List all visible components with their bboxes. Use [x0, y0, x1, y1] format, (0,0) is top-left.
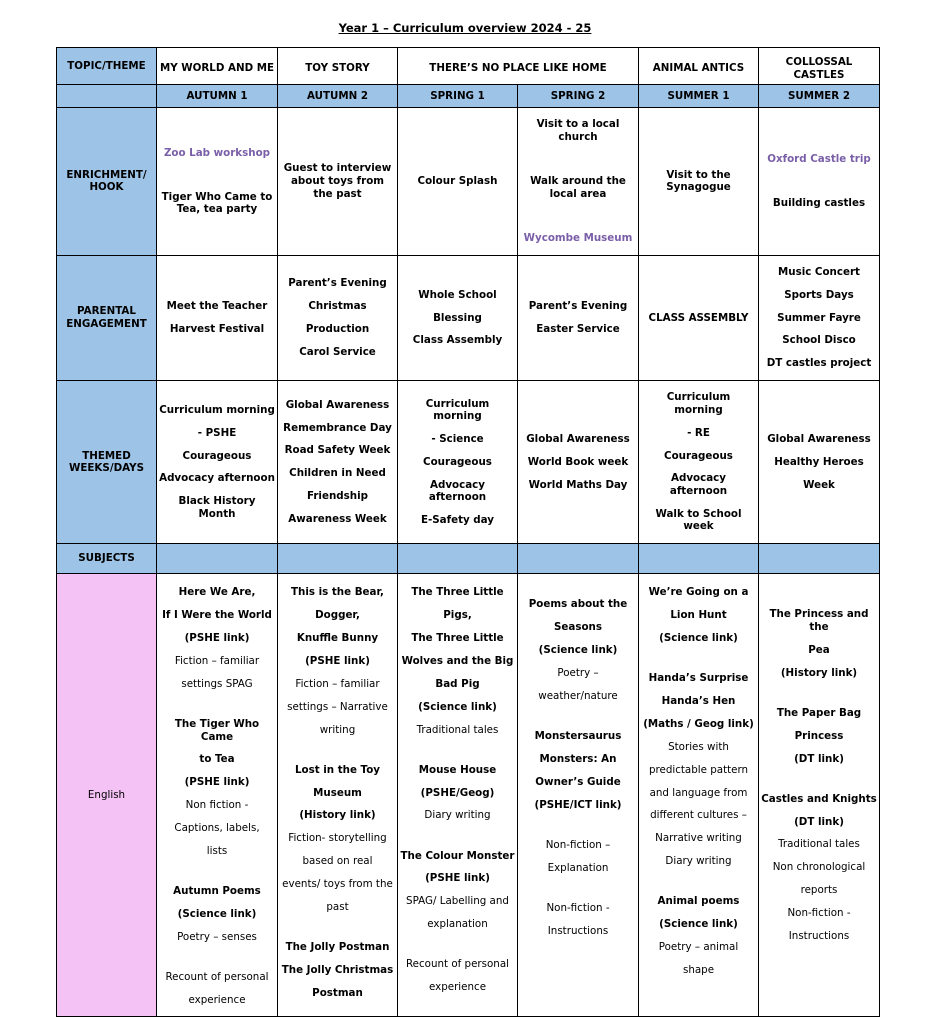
term-spring1: SPRING 1: [398, 85, 518, 108]
genre-text: shape: [682, 963, 715, 976]
parental-autumn2: [278, 255, 398, 381]
curriculum-table: [56, 47, 880, 1017]
parental-summer2: [759, 255, 880, 381]
subjects-cell: [759, 544, 880, 574]
parental-summer1: [639, 255, 759, 381]
book-link: (Science link): [659, 918, 738, 931]
page-title: Year 1 – Curriculum overview 2024 - 25: [338, 21, 592, 35]
book-title: Poems about the: [528, 598, 628, 611]
themed-autumn2: [278, 381, 398, 544]
themed-line: Awareness Week: [288, 512, 387, 525]
book-title: Princess: [794, 729, 844, 742]
book-title: The Colour Monster: [400, 849, 515, 862]
genre-text: Poetry –: [557, 667, 599, 680]
book-link: (Maths / Geog link): [643, 718, 754, 730]
themed-line: Curriculum morning: [159, 403, 275, 416]
themed-line: Curriculum morning: [425, 397, 490, 423]
parental-line: DT castles project: [766, 357, 872, 370]
genre-text: events/ toys from the: [282, 877, 393, 890]
parental-spring2: [518, 255, 639, 381]
genre-text: SPAG/ Labelling and: [406, 895, 509, 908]
book-title: The Three Little: [411, 632, 504, 645]
enrichment-summer2-text: Building castles: [772, 197, 866, 210]
english-label: English: [57, 574, 157, 1017]
genre-text: predictable pattern: [648, 763, 749, 776]
genre-text: Instructions: [547, 924, 609, 937]
genre-text: Fiction – familiar: [295, 677, 380, 690]
book-title: Lion Hunt: [670, 609, 727, 622]
topic-label: TOPIC/THEME: [57, 48, 157, 85]
topic-summer2: COLLOSSAL CASTLES: [759, 48, 880, 85]
parental-line: Meet the Teacher: [166, 300, 268, 313]
genre-text: reports: [800, 884, 838, 897]
genre-text: lists: [206, 844, 228, 857]
book-title: Mouse House: [418, 763, 497, 776]
themed-line: Courageous: [664, 449, 733, 462]
parental-line: Production: [305, 322, 370, 335]
parental-line: CLASS ASSEMBLY: [648, 311, 749, 324]
topic-summer1: ANIMAL ANTICS: [639, 48, 759, 85]
subjects-cell: [157, 544, 278, 574]
book-title: This is the Bear,: [291, 586, 384, 599]
genre-text: Non fiction -: [185, 799, 249, 812]
subjects-cell: [278, 544, 398, 574]
themed-line: Week: [803, 478, 835, 491]
book-title: Monstersaurus: [534, 730, 622, 742]
themed-line: Courageous: [423, 455, 492, 468]
zoo-lab-link[interactable]: Zoo Lab workshop: [163, 146, 271, 159]
book-title: The Jolly Postman: [285, 940, 390, 953]
themed-summer1: [639, 381, 759, 544]
genre-text: experience: [428, 981, 487, 994]
genre-text: Narrative writing: [655, 832, 742, 845]
genre-text: Traditional tales: [778, 838, 860, 851]
themed-line: Friendship: [306, 490, 369, 503]
themed-line: Walk to School week: [655, 507, 742, 533]
themed-line: - RE: [687, 426, 710, 439]
book-title: Autumn Poems: [173, 884, 261, 897]
english-summer2: [759, 574, 880, 1017]
enrichment-spring2-line1: Visit to a local church: [536, 118, 620, 143]
themed-spring1: [398, 381, 518, 544]
themed-summer2: [759, 381, 880, 544]
term-label-empty: [57, 85, 157, 108]
subjects-row: [57, 544, 880, 574]
themed-line: Advocacy afternoon: [669, 472, 728, 497]
themed-line: - PSHE: [197, 426, 237, 439]
parental-autumn1: [157, 255, 278, 381]
parental-spring1: [398, 255, 518, 381]
book-title: If I Were the World: [162, 609, 272, 622]
book-title: Bad Pig: [435, 677, 480, 690]
enrichment-summer1: Visit to the Synagogue: [639, 108, 759, 256]
enrichment-summer2: [759, 108, 880, 256]
enrichment-spring2-line2: Walk around the local area: [530, 174, 626, 200]
term-row: [57, 85, 880, 108]
genre-text: Recount of personal: [165, 970, 269, 983]
book-link: (PSHE/ICT link): [534, 798, 622, 811]
themed-line: E-Safety day: [420, 514, 495, 527]
subjects-cell: [398, 544, 518, 574]
genre-text: Poetry – senses: [177, 930, 257, 943]
english-summer1: [639, 574, 759, 1017]
enrichment-autumn2: Guest to interview about toys from the past: [278, 108, 398, 256]
parental-label: PARENTAL ENGAGEMENT: [57, 255, 157, 381]
themed-line: Healthy Heroes: [774, 455, 864, 468]
themed-line: - Science: [431, 432, 484, 445]
parental-line: Summer Fayre: [777, 311, 861, 324]
book-title: Handa’s Hen: [661, 695, 736, 708]
book-title: The Jolly Christmas: [281, 963, 394, 976]
book-title: The Paper Bag: [776, 706, 862, 719]
book-link: (PSHE/Geog): [420, 786, 495, 799]
genre-text: Non-fiction -: [546, 901, 610, 914]
themed-line: Global Awareness: [526, 432, 630, 445]
themed-line: Advocacy afternoon: [159, 472, 275, 485]
parental-line: Parent’s Evening: [288, 277, 387, 290]
english-spring1: [398, 574, 518, 1017]
enrichment-autumn1-text: Tiger Who Came to Tea, tea party: [161, 190, 273, 216]
genre-text: Captions, labels,: [174, 821, 260, 834]
genre-text: and language from: [649, 786, 748, 799]
topic-autumn1: MY WORLD AND ME: [157, 48, 278, 85]
english-row: [57, 574, 880, 1017]
oxford-castle-link[interactable]: Oxford Castle trip: [767, 152, 871, 165]
english-autumn2: [278, 574, 398, 1017]
genre-text: Diary writing: [665, 855, 732, 868]
genre-text: Stories with: [668, 740, 729, 753]
genre-text: writing: [319, 723, 356, 736]
parental-row: [57, 255, 880, 381]
themed-line: World Book week: [527, 455, 629, 468]
enrichment-row: [57, 108, 880, 256]
parental-line: Blessing: [433, 311, 482, 324]
themed-line: Curriculum morning: [666, 391, 731, 416]
book-link: (History link): [780, 666, 858, 679]
book-link: (Science link): [177, 907, 257, 920]
subjects-cell: [639, 544, 759, 574]
parental-line: Class Assembly: [412, 334, 503, 347]
parental-line: Harvest Festival: [169, 322, 265, 335]
term-summer2: SUMMER 2: [759, 85, 880, 108]
book-link: (DT link): [794, 815, 844, 828]
topic-autumn2: TOY STORY: [278, 48, 398, 85]
book-link: (Science link): [418, 700, 497, 713]
themed-line: Road Safety Week: [284, 444, 391, 457]
genre-text: Poetry – animal: [658, 940, 739, 953]
book-link: (Science link): [659, 632, 738, 645]
book-title: Animal poems: [657, 895, 740, 908]
book-title: Pigs,: [443, 609, 472, 622]
genre-text: past: [326, 900, 349, 913]
book-link: (PSHE link): [184, 632, 250, 645]
book-title: Seasons: [553, 621, 602, 634]
genre-text: based on real: [302, 855, 373, 868]
topic-spring: THERE’S NO PLACE LIKE HOME: [398, 48, 639, 85]
book-title: Knuffle Bunny: [296, 632, 379, 645]
book-title: Museum: [313, 786, 362, 799]
genre-text: weather/nature: [538, 689, 618, 702]
subjects-cell: [518, 544, 639, 574]
themed-spring2: [518, 381, 639, 544]
themed-autumn1: [157, 381, 278, 544]
book-title: to Tea: [199, 753, 235, 766]
genre-text: Fiction – familiar: [174, 655, 260, 668]
genre-text: Non-fiction –: [545, 838, 611, 851]
parental-line: Sports Days: [784, 288, 854, 301]
parental-line: Easter Service: [536, 322, 620, 335]
book-link: (DT link): [794, 752, 844, 765]
term-summer1: SUMMER 1: [639, 85, 759, 108]
enrichment-spring2: [518, 108, 639, 256]
genre-text: Traditional tales: [416, 723, 499, 736]
book-link: (PSHE link): [425, 872, 490, 885]
book-link: (History link): [299, 809, 376, 822]
genre-text: Non-fiction -: [787, 906, 851, 919]
term-spring2: SPRING 2: [518, 85, 639, 108]
enrichment-autumn1: [157, 108, 278, 256]
book-title: Pea: [808, 643, 830, 656]
genre-text: settings SPAG: [181, 677, 253, 690]
genre-text: Instructions: [788, 929, 850, 942]
genre-text: Non chronological: [772, 861, 866, 874]
genre-text: settings – Narrative: [287, 700, 388, 713]
themed-line: Global Awareness: [767, 432, 871, 445]
genre-text: explanation: [427, 918, 488, 931]
enrichment-spring1: Colour Splash: [398, 108, 518, 256]
genre-text: Explanation: [547, 861, 609, 874]
book-title: Wolves and the Big: [401, 655, 514, 668]
themed-line: World Maths Day: [528, 478, 628, 491]
book-link: (Science link): [538, 644, 618, 657]
term-autumn2: AUTUMN 2: [278, 85, 398, 108]
term-autumn1: AUTUMN 1: [157, 85, 278, 108]
book-title: Here We Are,: [178, 586, 256, 599]
genre-text: Recount of personal: [405, 958, 509, 971]
book-title: The Princess and the: [769, 608, 869, 634]
book-title: Postman: [312, 986, 363, 999]
themed-line: Remembrance Day: [283, 421, 392, 434]
book-title: Monsters: An: [539, 752, 617, 765]
parental-line: Parent’s Evening: [528, 300, 628, 313]
themed-line: Global Awareness: [285, 398, 390, 411]
parental-line: Christmas: [308, 300, 367, 313]
book-title: Castles and Knights: [761, 792, 877, 805]
book-title: The Three Little: [411, 586, 504, 599]
themed-line: Black History Month: [178, 495, 256, 520]
genre-text: Diary writing: [424, 809, 491, 822]
book-title: Owner’s Guide: [535, 775, 621, 788]
genre-text: Fiction- storytelling: [288, 832, 387, 845]
subjects-label: SUBJECTS: [57, 544, 157, 574]
genre-text: different cultures –: [650, 809, 747, 822]
themed-label: THEMED WEEKS/DAYS: [57, 381, 157, 544]
enrichment-label: ENRICHMENT/ HOOK: [57, 108, 157, 256]
wycombe-museum-link[interactable]: Wycombe Museum: [523, 231, 633, 244]
parental-line: Whole School: [418, 288, 497, 301]
themed-line: Courageous: [182, 449, 252, 462]
parental-line: Music Concert: [778, 265, 860, 278]
english-autumn1: [157, 574, 278, 1017]
book-link: (PSHE link): [184, 776, 250, 789]
themed-row: [57, 381, 880, 544]
topic-row: [57, 48, 880, 85]
book-title: The Tiger Who Came: [174, 718, 260, 743]
parental-line: School Disco: [782, 334, 856, 347]
book-link: (PSHE link): [305, 655, 370, 668]
genre-text: experience: [188, 993, 246, 1006]
themed-line: Children in Need: [289, 467, 386, 480]
book-title: Handa’s Surprise: [648, 672, 749, 685]
book-title: Lost in the Toy: [295, 763, 380, 776]
book-title: Dogger,: [315, 609, 360, 622]
themed-line: Advocacy afternoon: [428, 478, 487, 504]
book-title: We’re Going on a: [648, 586, 749, 599]
parental-line: Carol Service: [299, 345, 376, 358]
english-spring2: [518, 574, 639, 1017]
